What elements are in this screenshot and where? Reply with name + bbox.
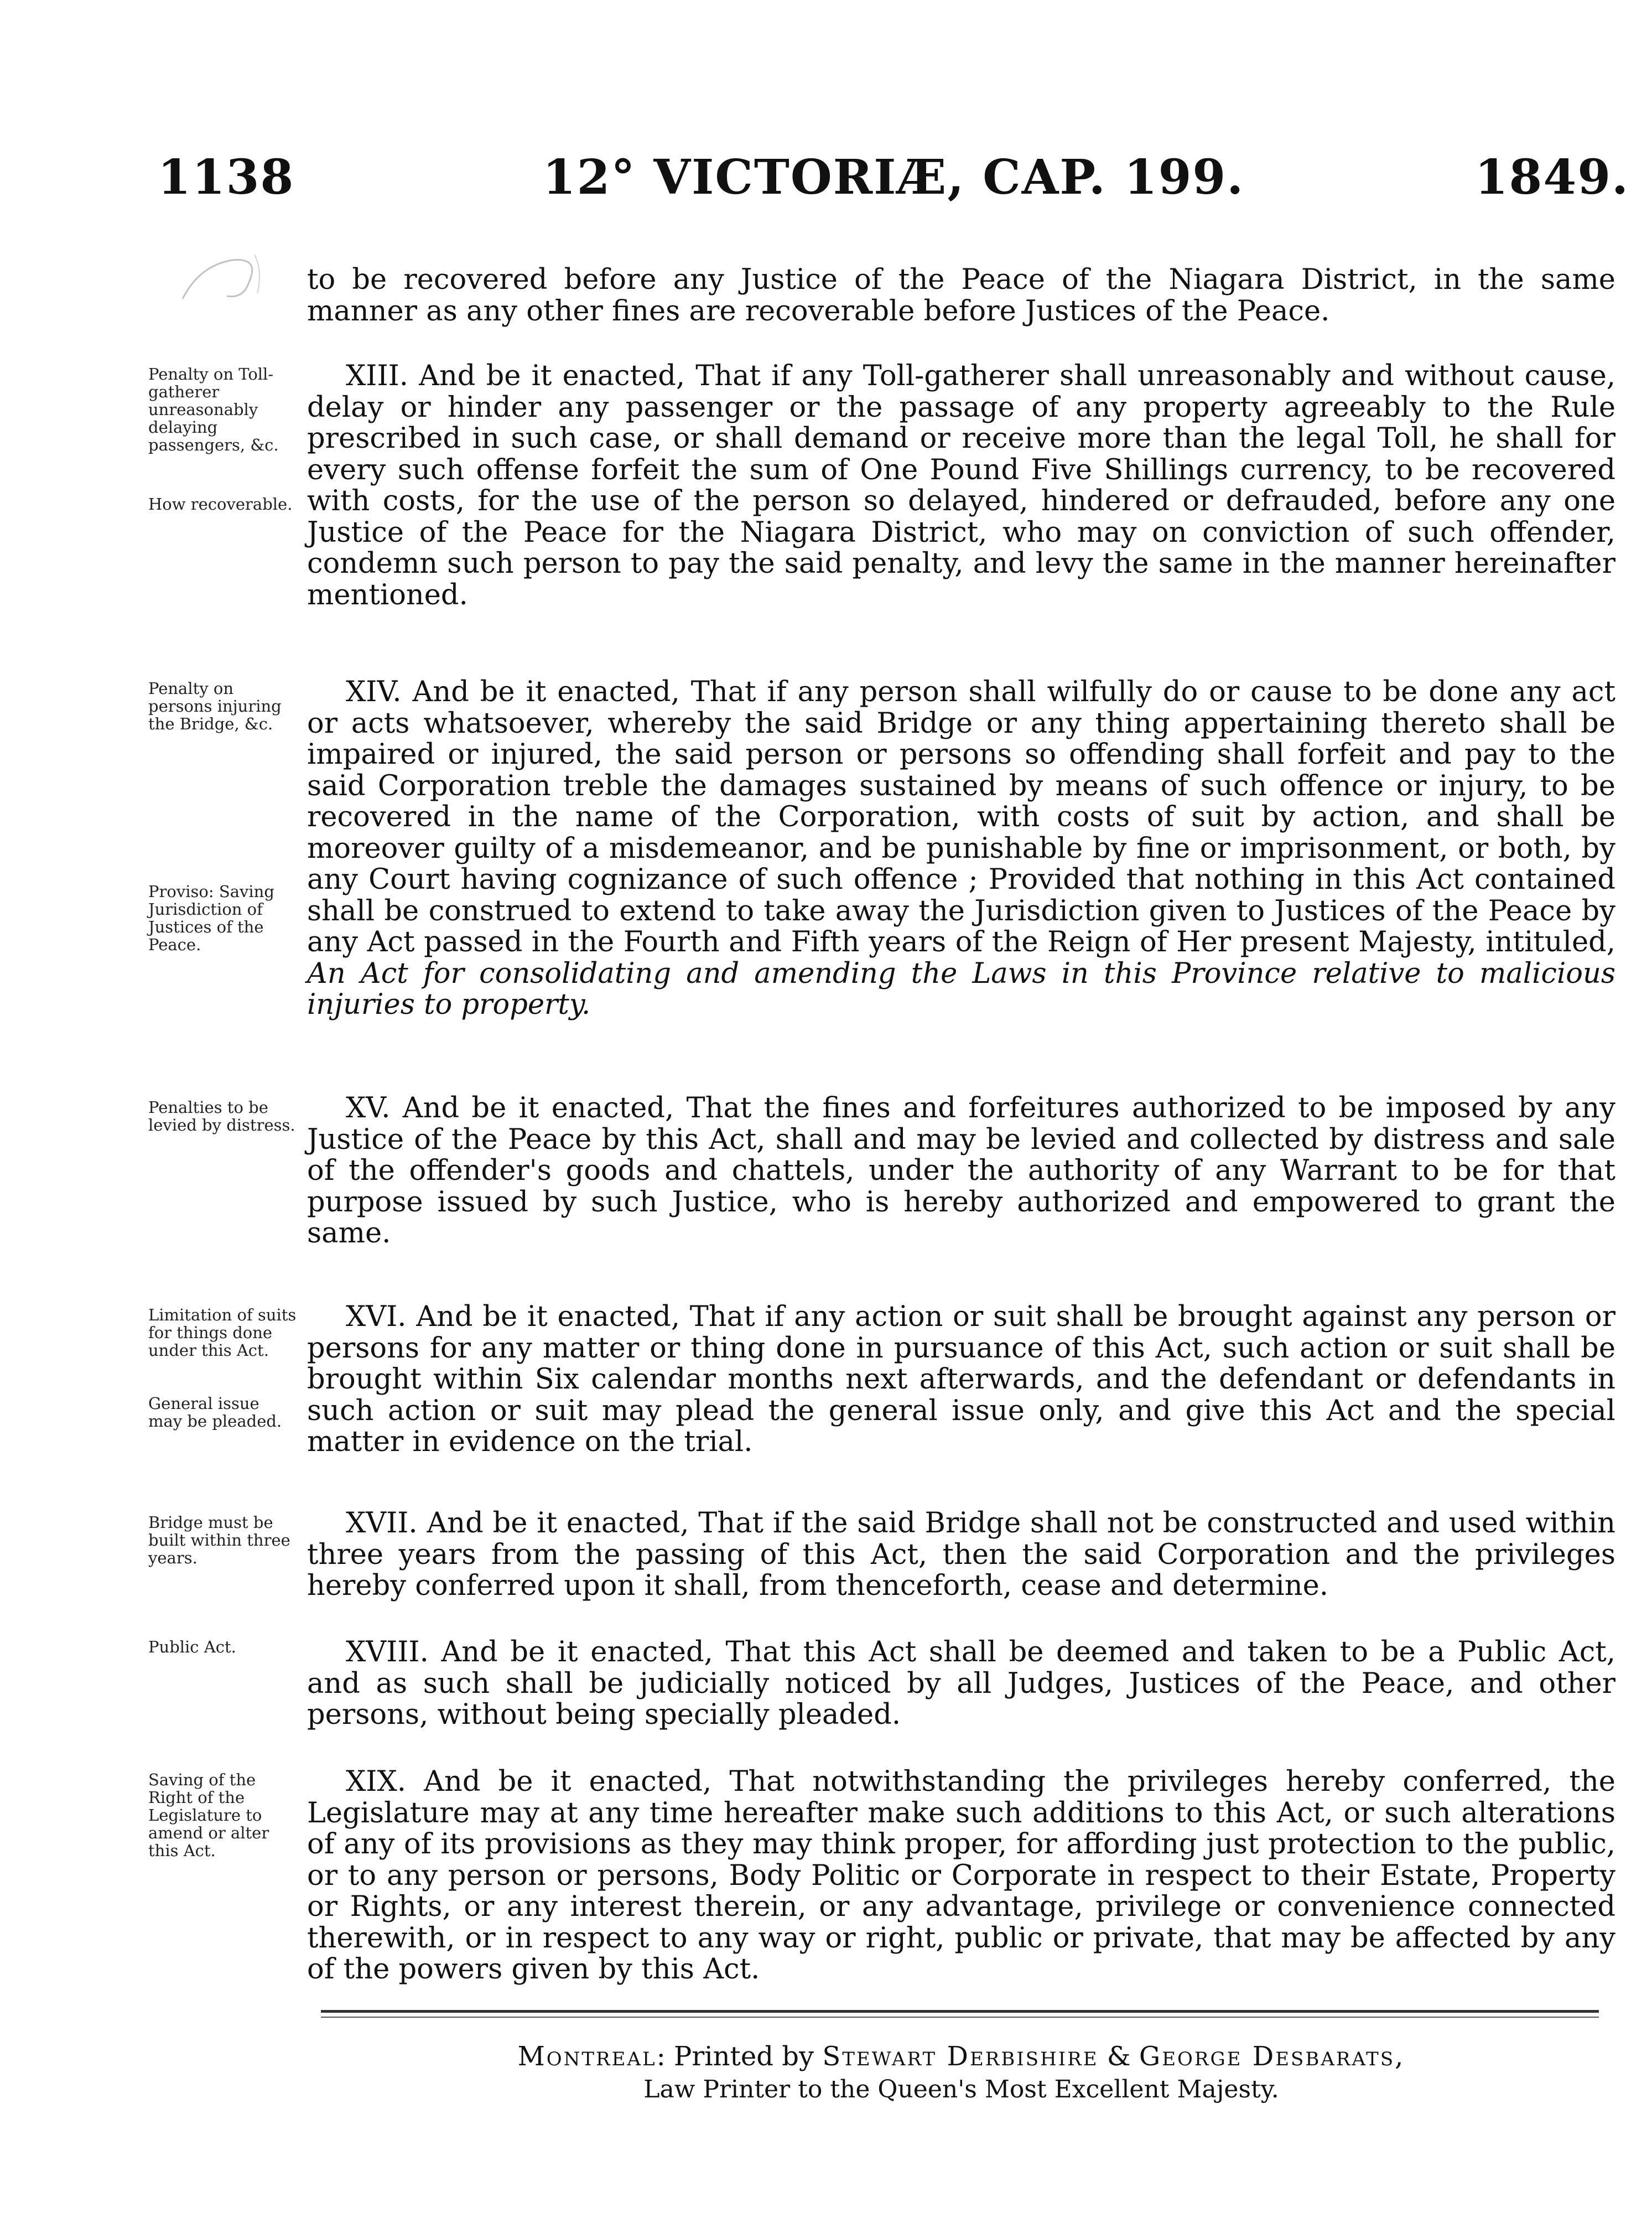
margin-note: Penalty on persons injuring the Bridge, &c. — [148, 679, 282, 733]
section-xviii — [307, 1637, 1615, 1731]
imprint-printer-2: George Desbarats, — [1139, 2041, 1405, 2072]
margin-note: Penalties to be levied by distress. — [148, 1098, 295, 1134]
header-year: 1849. — [1474, 149, 1629, 205]
double-rule-bottom — [321, 2017, 1599, 2018]
running-title: 12° VICTORIÆ, CAP. 199. — [542, 149, 1245, 205]
imprint-separator: : — [656, 2041, 666, 2072]
page-header — [158, 149, 1629, 210]
act-title-italic: An Act for consolidating and amending the Laws in this Province relative to malicious injuries to property. — [307, 957, 1615, 1021]
ink-smudge-mark — [166, 243, 293, 310]
margin-note: How recoverable. — [148, 495, 293, 514]
printer-imprint-line1 — [307, 2041, 1615, 2072]
paragraph-text: XIV. And be it enacted, That if any person shall wilfully do or cause to be done any act or acts whatsoever, whereby the said Bridge or any thing appertaining thereto shall be impaired or injured, the said person or persons so offending shall forfeit and pay to the said Corporation treble the damages sustained by means of such offence or injury, to be recovered in the name of the Corporation, with costs of suit by action, and shall be moreover guilty of a misdemeanor, and be punishable by fine or imprisonment, or both, by any Court having cognizance of such offence ; Provided that nothing in this Act contained shall be construed to extend to take away the Jurisdiction given to Justices of the Peace by any Act passed in the Fourth and Fifth years of the Reign of Her present Majesty, intituled, — [307, 676, 1615, 958]
page-number: 1138 — [158, 149, 295, 205]
section-xvi — [307, 1302, 1615, 1458]
paragraph-text: to be recovered before any Justice of the Peace of the Niagara District, in the same manner as any other fines are recoverable before Justices of the Peace. — [307, 263, 1615, 328]
section-xiv — [307, 677, 1615, 1021]
margin-note: Penalty on Toll-gatherer unreasonably delaying passengers, &c. — [148, 365, 279, 454]
imprint-printed-by: Printed by — [674, 2041, 814, 2072]
imprint-ampersand: & — [1106, 2041, 1131, 2072]
margin-note: Bridge must be built within three years. — [148, 1513, 290, 1567]
double-rule-top — [321, 2010, 1599, 2013]
paragraph-text: XIII. And be it enacted, That if any Toll-gatherer shall unreasonably and without cause, delay or hinder any passenger or the passage of any property agreeably to the Rule prescribed in such case, or shall demand or receive more than the legal Toll, he shall for every such offense forfeit the sum of One Pound Five Shillings currency, to be recovered with costs, for the use of the person so delayed, hindered or defrauded, before any one Justice of the Peace for the Niagara District, who may on conviction of such offender, condemn such person to pay the said penalty, and levy the same in the manner hereinafter mentioned. — [307, 360, 1615, 612]
margin-note: Public Act. — [148, 1638, 236, 1656]
section-xiii — [307, 361, 1615, 611]
paragraph-text: XVIII. And be it enacted, That this Act shall be deemed and taken to be a Public Act, and as such shall be judicially noticed by all Judges, Justices of the Peace, and other persons, without being specially pleaded. — [307, 1636, 1615, 1731]
margin-note: Proviso: Saving Jurisdiction of Justices of the Peace. — [148, 882, 274, 954]
section-xix — [307, 1766, 1615, 1986]
printer-imprint-line2: Law Printer to the Queen's Most Excellent Majesty. — [643, 2075, 1279, 2103]
paragraph-text: XIX. And be it enacted, That notwithstanding the privileges hereby conferred, the Legislature may at any time hereafter make such additions to this Act, or such alterations of any of its provisions as they may think proper, for affording just protection to the public, or to any person or persons, Body Politic or Corporate in respect to their Estate, Property or Rights, or any interest therein, or any advantage, privilege or convenience connected therewith, or in respect to any way or right, public or private, that may be affected by any of the powers given by this Act. — [307, 1765, 1615, 1986]
paragraph-text: XVII. And be it enacted, That if the said Bridge shall not be constructed and used within three years from the passing of this Act, then the said Corporation and the privileges hereby conferred upon it shall, from thenceforth, cease and determine. — [307, 1507, 1615, 1602]
section-xvii — [307, 1508, 1615, 1602]
section-continuation — [307, 265, 1615, 327]
paragraph-text: XV. And be it enacted, That the fines and forfeitures authorized to be imposed by any Justice of the Peace by this Act, shall and may be levied and collected by distress and sale of the offender's goods and chattels, under the authority of any Warrant to be for that purpose issued by such Justice, who is hereby authorized and empowered to grant the same. — [307, 1092, 1615, 1250]
imprint-place: Montreal — [517, 2041, 657, 2072]
imprint-printer-1: Stewart Derbishire — [822, 2041, 1099, 2072]
margin-note: Limitation of suits for things done under this Act. — [148, 1305, 297, 1360]
paragraph-text: XVI. And be it enacted, That if any action or suit shall be brought against any person or persons for any matter or thing done in pursuance of this Act, such action or suit shall be brought within Six calendar months next afterwards, and the defendant or defendants in such action or suit may plead the general issue only, and give this Act and the special matter in evidence on the trial. — [307, 1300, 1615, 1458]
margin-note: Saving of the Right of the Legislature to amend or alter this Act. — [148, 1770, 269, 1860]
section-xv — [307, 1093, 1615, 1250]
margin-note: General issue may be pleaded. — [148, 1394, 282, 1431]
